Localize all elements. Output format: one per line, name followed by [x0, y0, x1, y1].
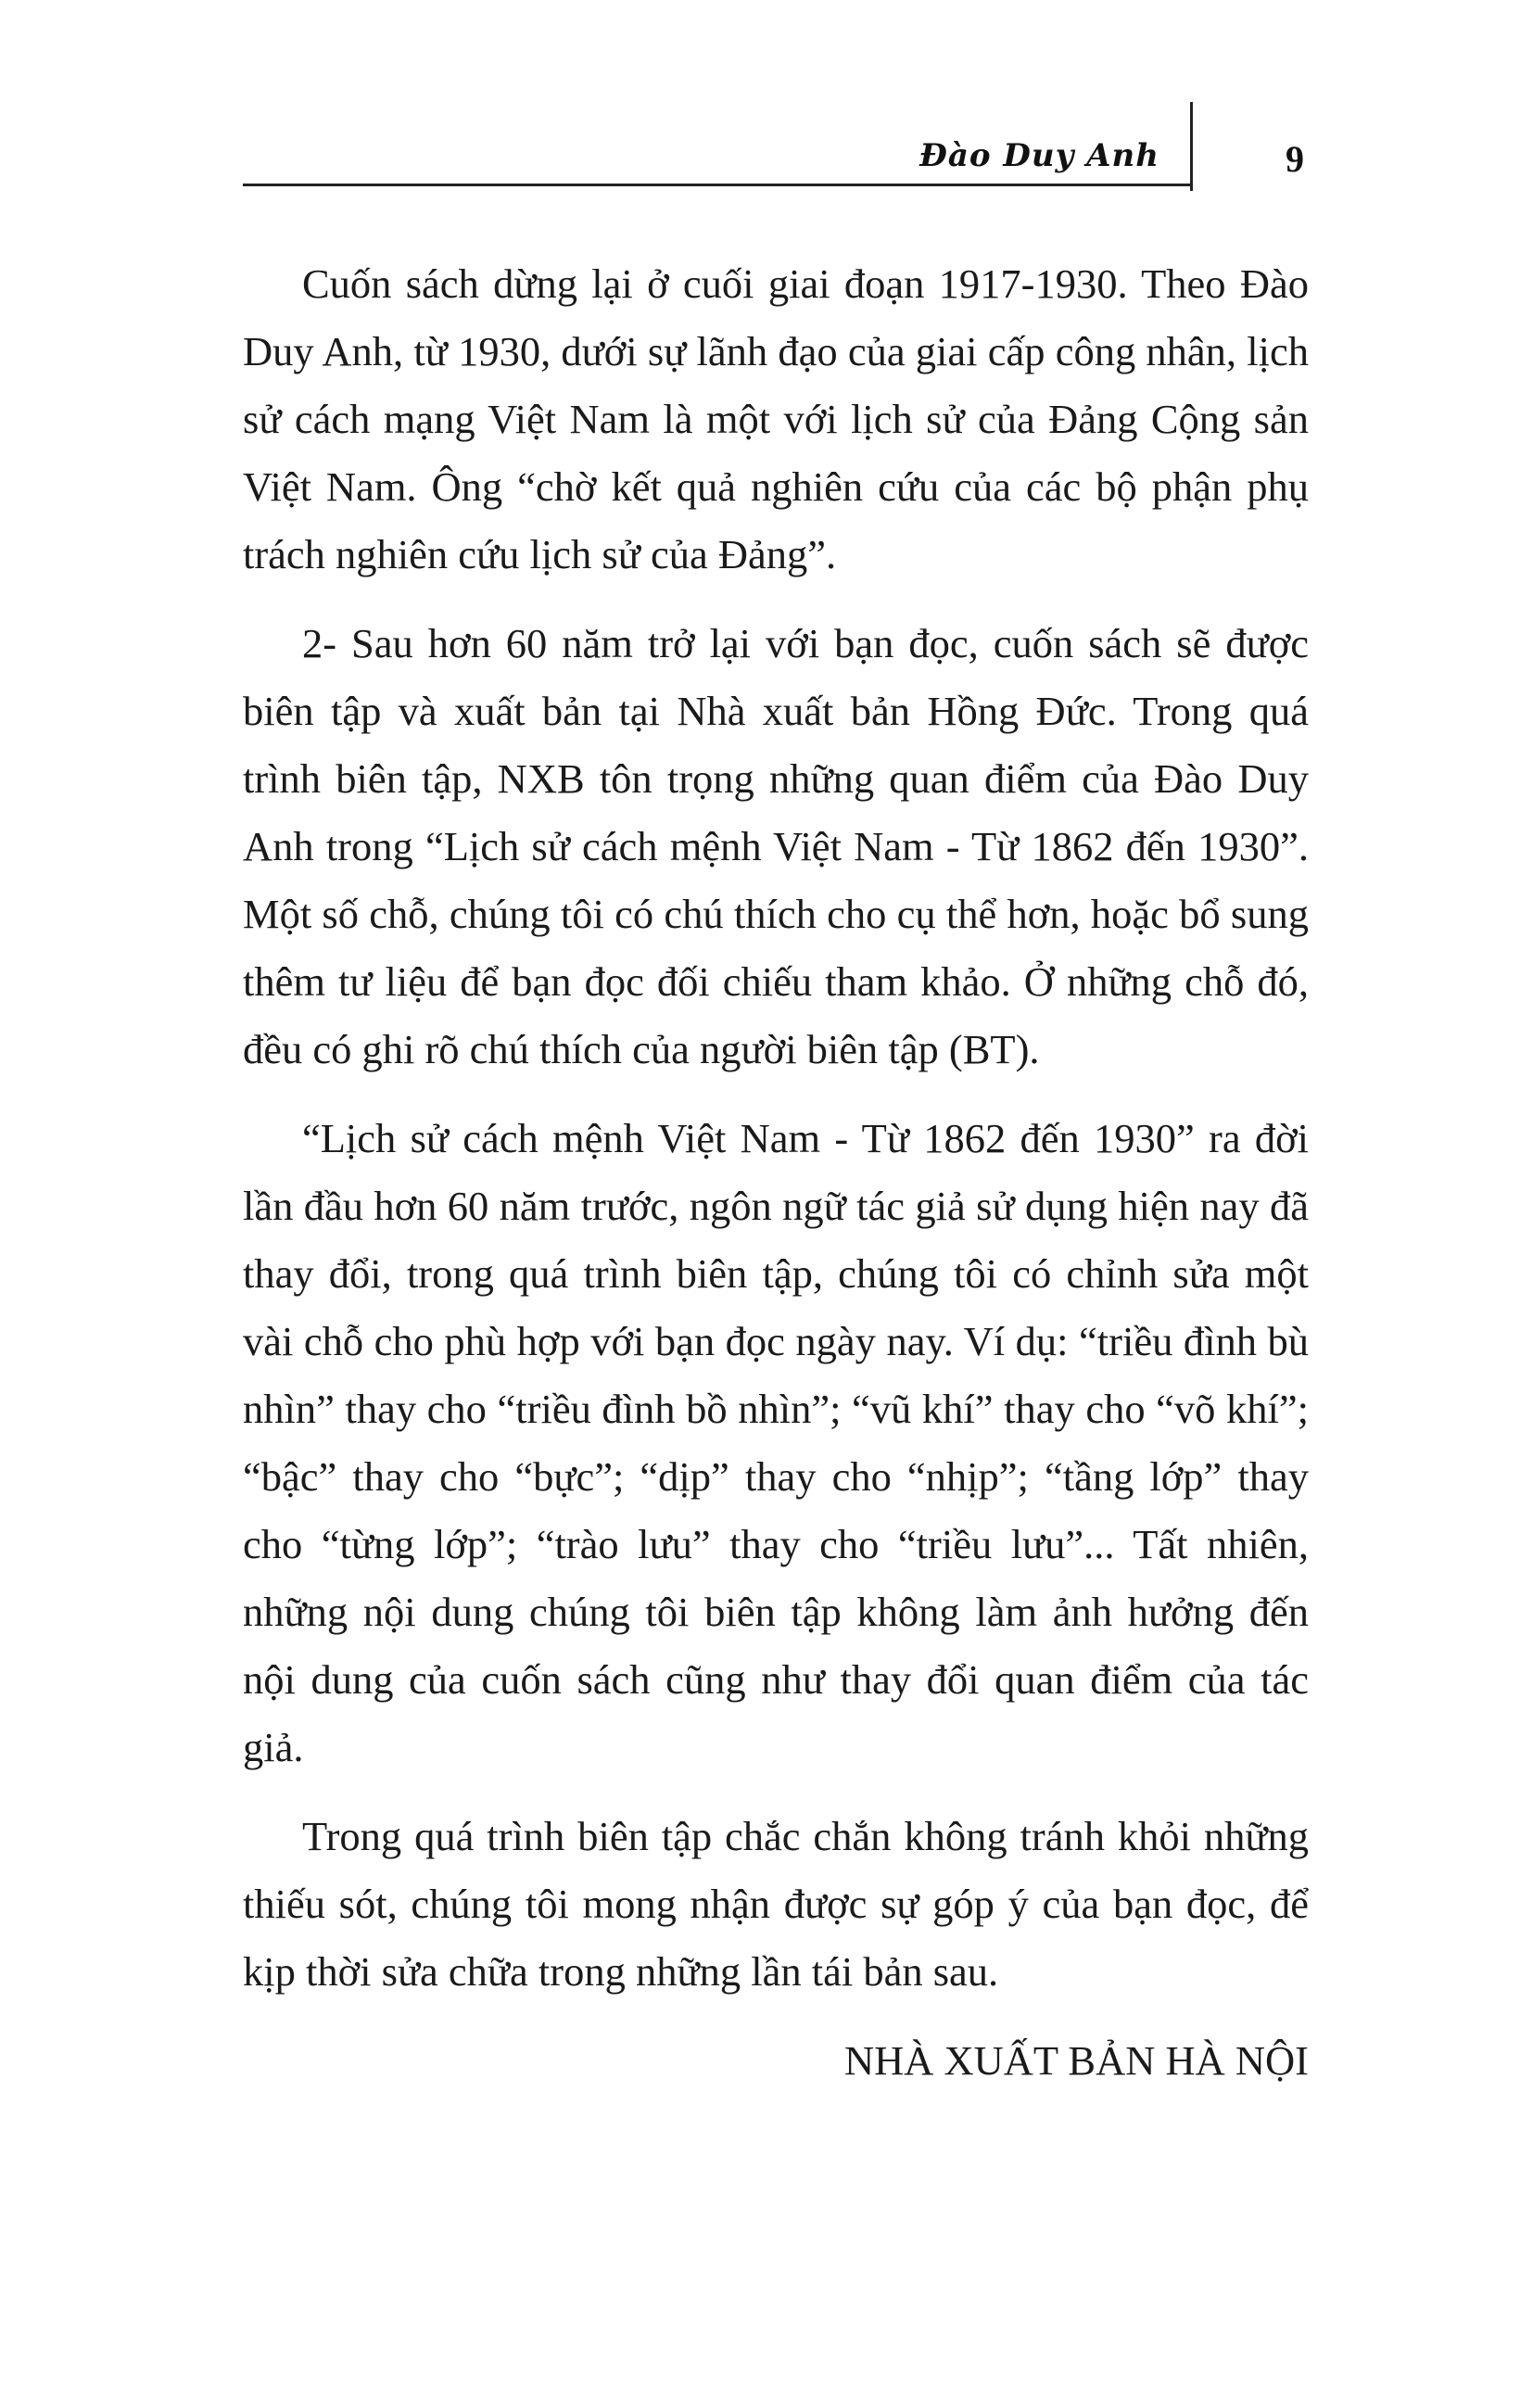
running-header-title: Đào Duy Anh: [919, 137, 1159, 174]
paragraph-3: “Lịch sử cách mệnh Việt Nam - Từ 1862 đến 1930” ra đời lần đầu hơn 60 năm trước, ngôn ngữ tác giả sử dụng hiện nay đã thay đổi, trong quá trình biên tập, chúng tôi có chỉnh sửa một vài chỗ cho phù hợp với bạn đọc ngày nay. Ví dụ: “triều đình bù nhìn” thay cho “triều đình bồ nhìn”; “vũ khí” thay cho “võ khí”; “bậc” thay cho “bực”; “dịp” thay cho “nhịp”; “tầng lớp” thay cho “từng lớp”; “trào lưu” thay cho “triều lưu”... Tất nhiên, những nội dung chúng tôi biên tập không làm ảnh hưởng đến nội dung của cuốn sách cũng như thay đổi quan điểm của tác giả.: [243, 1115, 1309, 1770]
header-rule: [243, 184, 1193, 186]
publisher-signature: NHÀ XUẤT BẢN HÀ NỘI: [843, 2037, 1309, 2084]
page-number: 9: [1286, 138, 1304, 180]
paragraph-2: 2- Sau hơn 60 năm trở lại với bạn đọc, cuốn sách sẽ được biên tập và xuất bản tại Nhà xuất bản Hồng Đức. Trong quá trình biên tập, NXB tôn trọng những quan điểm của Đào Duy Anh trong “Lịch sử cách mệnh Việt Nam - Từ 1862 đến 1930”. Một số chỗ, chúng tôi có chú thích cho cụ thể hơn, hoặc bổ sung thêm tư liệu để bạn đọc đối chiếu tham khảo. Ở những chỗ đó, đều có ghi rõ chú thích của người biên tập (BT).: [243, 620, 1309, 1072]
page-body: [243, 250, 1309, 2116]
paragraph-4: Trong quá trình biên tập chắc chắn không tránh khỏi những thiếu sót, chúng tôi mong nhận được sự góp ý của bạn đọc, để kịp thời sửa chữa trong những lần tái bản sau.: [243, 1813, 1309, 1995]
paragraph-1: Cuốn sách dừng lại ở cuối giai đoạn 1917-1930. Theo Đào Duy Anh, từ 1930, dưới sự lãnh đạo của giai cấp công nhân, lịch sử cách mạng Việt Nam là một với lịch sử của Đảng Cộng sản Việt Nam. Ông “chờ kết quả nghiên cứu của các bộ phận phụ trách nghiên cứu lịch sử của Đảng”.: [243, 260, 1309, 577]
header-separator: [1190, 102, 1193, 191]
running-header: [243, 130, 1315, 187]
